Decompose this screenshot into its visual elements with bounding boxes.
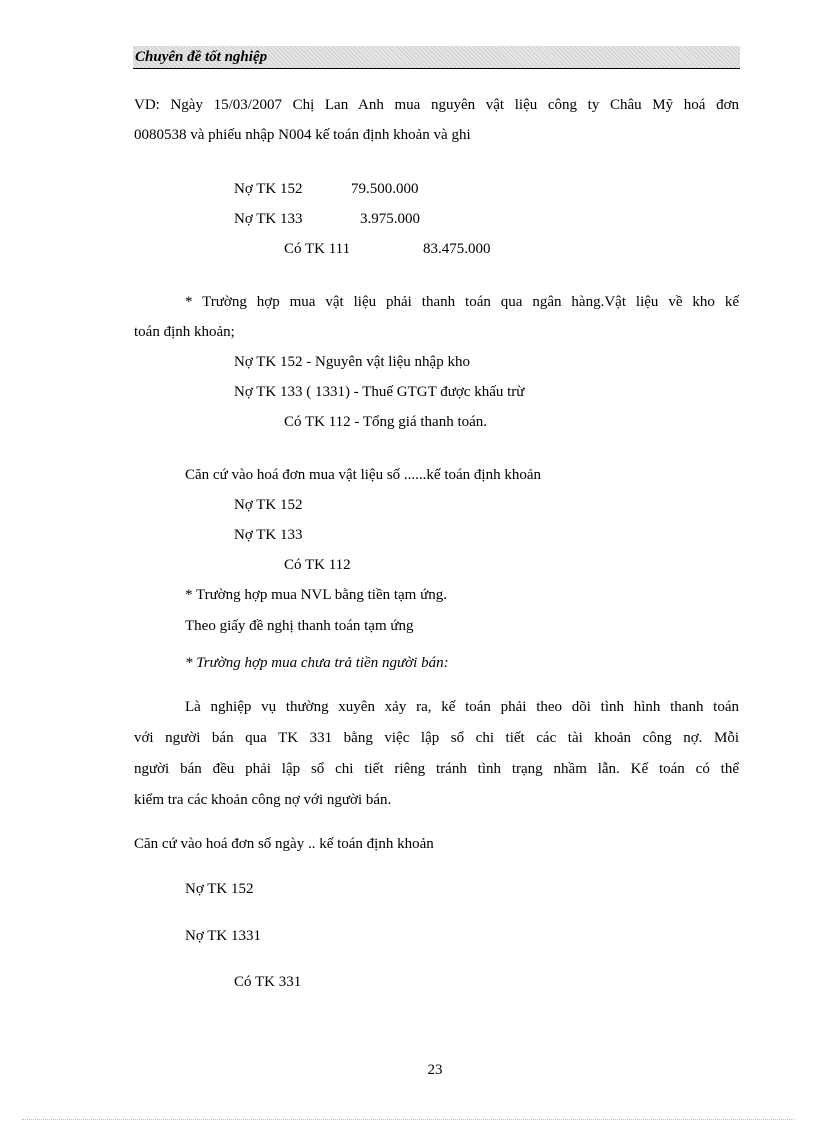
section-heading: * Trường hợp mua chưa trả tiền người bán: <box>185 655 449 671</box>
entry-amount: 83.475.000 <box>423 241 491 257</box>
entry-amount: 3.975.000 <box>360 211 420 227</box>
entry-label: Có TK 111 <box>284 241 351 257</box>
entry-line: Nợ TK 152 <box>234 497 303 513</box>
paragraph-line: * Trường hợp mua NVL bằng tiền tạm ứng. <box>185 587 447 603</box>
entry-line: Có TK 112 - Tổng giá thanh toán. <box>284 414 488 430</box>
entry-label: Nợ TK 152 <box>234 181 303 197</box>
entry-line: Nợ TK 152 <box>185 881 254 897</box>
paragraph-line: với người bán qua TK 331 bằng việc lập sổ chi tiết các tài khoản công nợ. Mỗi <box>134 730 739 746</box>
entry-line: Nợ TK 1331 <box>185 928 261 944</box>
paragraph-line: Căn cứ vào hoá đơn mua vật liệu số ......kế toán định khoản <box>185 467 541 483</box>
entry-line: Có TK 112 <box>284 557 351 573</box>
page-header-band <box>133 46 740 69</box>
entry-line: Nợ TK 133 <box>234 527 303 543</box>
paragraph-line: Theo giấy đề nghị thanh toán tạm ứng <box>185 618 414 634</box>
paragraph-line: 0080538 và phiếu nhập N004 kế toán định khoản và ghi <box>134 127 471 143</box>
paragraph-line: * Trường hợp mua vật liệu phải thanh toán qua ngân hàng.Vật liệu về kho kế <box>185 294 739 310</box>
paragraph-line: kiểm tra các khoản công nợ với người bán. <box>134 792 392 808</box>
paragraph-line: Căn cứ vào hoá đơn số ngày .. kế toán định khoản <box>134 836 434 852</box>
paragraph-line: người bán đều phải lập sổ chi tiết riêng tránh tình trạng nhầm lẫn. Kế toán có thể <box>134 761 739 777</box>
entry-line: Nợ TK 152 - Nguyên vật liệu nhập kho <box>234 354 470 370</box>
paragraph-line: Là nghiệp vụ thường xuyên xảy ra, kế toán phải theo dõi tình hình thanh toán <box>185 699 739 715</box>
entry-line: Có TK 331 <box>234 974 302 990</box>
entry-amount: 79.500.000 <box>351 181 419 197</box>
footer-divider <box>22 1119 794 1120</box>
header-title: Chuyên đề tốt nghiệp <box>135 49 268 65</box>
entry-line: Nợ TK 133 ( 1331) - Thuế GTGT được khấu trừ <box>234 384 525 400</box>
paragraph-line: toán định khoản; <box>134 324 235 340</box>
paragraph-line: VD: Ngày 15/03/2007 Chị Lan Anh mua nguyên vật liệu công ty Châu Mỹ hoá đơn <box>134 97 739 113</box>
page-number: 23 <box>427 1062 443 1078</box>
entry-label: Nợ TK 133 <box>234 211 303 227</box>
